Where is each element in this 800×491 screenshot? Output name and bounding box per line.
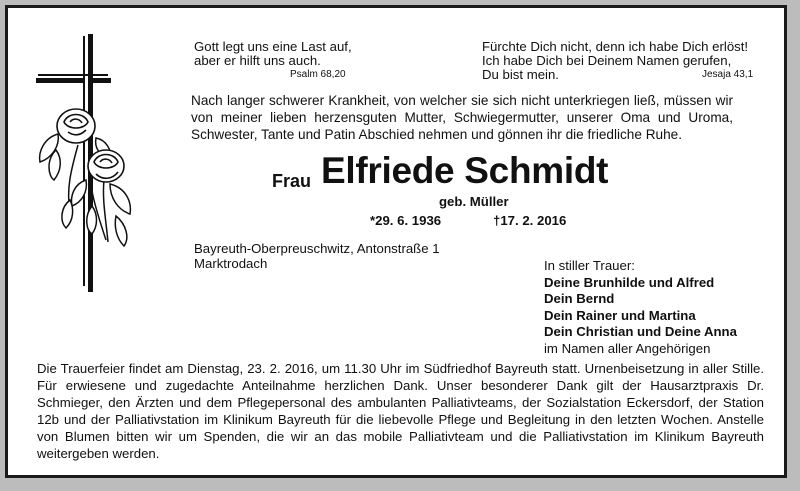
- mourners-heading: In stiller Trauer:: [544, 258, 635, 273]
- death-date: †17. 2. 2016: [493, 213, 567, 228]
- verse-right-line1: Fürchte Dich nicht, denn ich habe Dich erlöst!: [482, 39, 749, 54]
- deceased-name: Elfriede Schmidt: [321, 150, 609, 191]
- mourner-name: Dein Christian und Deine Anna: [544, 324, 737, 339]
- address-line1: Bayreuth-Oberpreuschwitz, Antonstraße 1: [194, 241, 440, 256]
- verse-left-line2: aber er hilft uns auch.: [194, 53, 321, 68]
- mourner-name: Deine Brunhilde und Alfred: [544, 274, 715, 290]
- verse-right-source: Jesaja 43,1: [702, 69, 754, 80]
- funeral-paragraph: Die Trauerfeier findet am Dienstag, 23. 2. 2016, um 11.30 Uhr im Südfriedhof Bayreuth statt. Urnenbeisetzung in aller Stille. Für erwiesene und zugedachte Anteilnahme herzlichen Dank. Unser besonderer Dank gilt der Hausarztpraxis Dr. Schmieger, den Ärzten und dem Pflegepersonal des ambulanten Palliativteams, der Sozialstation Eckersdorf, der Station 12b und der Palliativstation im Klinikum Bayreuth für die liebevolle Pflege und Begleitung in den letzten Wochen. Anstelle von Blumen bitten wir um Spenden, die wir an das mobile Palliativteam und die Palliativstation im Klinikum Bayreuth weitergeben werden.: [37, 361, 764, 461]
- address-line2: Marktrodach: [194, 256, 268, 271]
- name-prefix: Frau: [272, 171, 312, 191]
- intro-paragraph: Nach langer schwerer Krankheit, von welcher sie sich nicht unterkriegen ließ, müssen wir von meiner lieben herzensguten Mutter, Schwiegermutter, unserer Oma und Uroma, Schwester, Tante und Patin Abschied nehmen und gönnen ihr die friedliche Ruhe.: [191, 93, 733, 142]
- verse-right-line2: Ich habe Dich bei Deinem Namen gerufen,: [482, 53, 732, 68]
- verse-left-source: Psalm 68,20: [290, 69, 346, 80]
- mourners-block: [544, 258, 737, 357]
- mourner-name: Dein Bernd: [544, 291, 615, 306]
- birth-date: *29. 6. 1936: [370, 213, 442, 228]
- maiden-name: geb. Müller: [439, 194, 509, 209]
- mourners-closing: im Namen aller Angehörigen: [544, 340, 711, 356]
- verse-right-line3: Du bist mein.: [482, 67, 559, 82]
- mourner-name: Dein Rainer und Martina: [544, 307, 696, 323]
- cross-with-roses-icon: [26, 30, 151, 300]
- verse-left-line1: Gott legt uns eine Last auf,: [194, 39, 352, 54]
